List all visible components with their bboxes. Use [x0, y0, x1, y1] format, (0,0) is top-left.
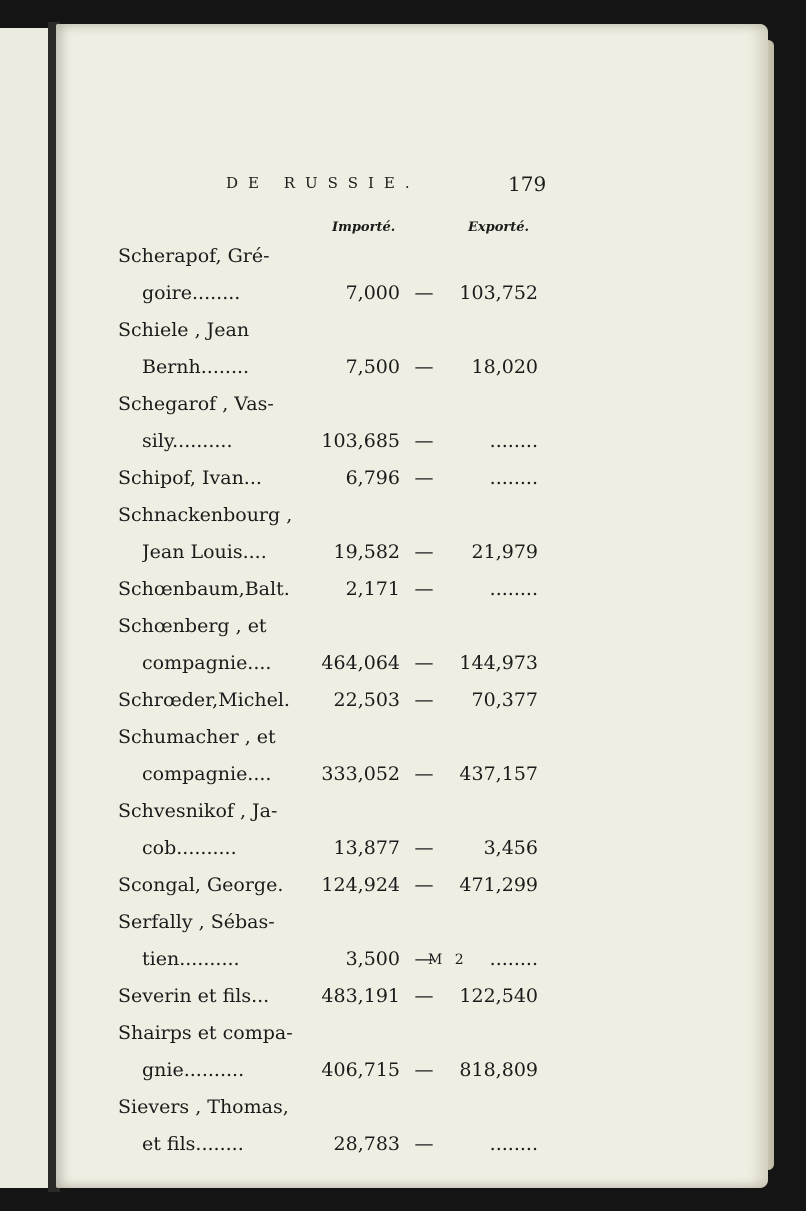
- exported-value: ........: [489, 467, 538, 489]
- separator-dash: —: [414, 282, 434, 304]
- separator-dash: —: [414, 689, 434, 711]
- separator-dash: —: [414, 763, 434, 785]
- separator-dash: —: [414, 948, 434, 970]
- exported-value: 818,809: [459, 1059, 538, 1081]
- table-row: [56, 460, 768, 497]
- imported-value: 3,500: [345, 948, 400, 970]
- table-row: [56, 312, 768, 386]
- table-row: [56, 1015, 768, 1089]
- imported-value: 464,064: [321, 652, 400, 674]
- table-row-line: [56, 682, 768, 719]
- exported-value: 70,377: [471, 689, 538, 711]
- table-row: [56, 793, 768, 867]
- separator-dash: —: [414, 541, 434, 563]
- exported-value: 437,157: [459, 763, 538, 785]
- exported-value: ........: [489, 578, 538, 600]
- exported-value: 144,973: [459, 652, 538, 674]
- imported-value: 7,500: [345, 356, 400, 378]
- separator-dash: —: [414, 1059, 434, 1081]
- imported-value: 103,685: [321, 430, 400, 452]
- merchant-name: Scongal, George.: [118, 874, 284, 896]
- merchant-name: Sievers , Thomas,: [118, 1096, 289, 1118]
- table-row: [56, 682, 768, 719]
- merchant-name: Schnackenbourg ,: [118, 504, 293, 526]
- table-row-line: [56, 978, 768, 1015]
- imported-value: 483,191: [321, 985, 400, 1007]
- table-row-line: [56, 534, 768, 571]
- merchant-name: Severin et fils...: [118, 985, 270, 1007]
- book-page: [56, 24, 768, 1188]
- running-head: DE RUSSIE.: [226, 174, 420, 192]
- imported-value: 22,503: [333, 689, 400, 711]
- page-number: 179: [508, 172, 547, 196]
- table-row-line: [56, 312, 768, 349]
- imported-value: 13,877: [333, 837, 400, 859]
- merchant-name: Serfally , Sébas-: [118, 911, 275, 933]
- table-row-line: [56, 423, 768, 460]
- exported-value: ........: [489, 948, 538, 970]
- imported-value: 124,924: [321, 874, 400, 896]
- merchant-name: et fils........: [142, 1133, 244, 1155]
- table-row: [56, 719, 768, 793]
- exported-value: 471,299: [459, 874, 538, 896]
- signature-mark: M 2: [428, 952, 468, 968]
- table-row-line: [56, 349, 768, 386]
- imported-value: 6,796: [345, 467, 400, 489]
- table-row-line: [56, 719, 768, 756]
- merchant-name: Scherapof, Gré-: [118, 245, 270, 267]
- table-row-line: [56, 1052, 768, 1089]
- table-row: [56, 386, 768, 460]
- exported-value: ........: [489, 430, 538, 452]
- table-row-line: [56, 238, 768, 275]
- merchant-name: Schœnbaum,Balt.: [118, 578, 290, 600]
- merchant-name: Bernh........: [142, 356, 250, 378]
- imported-value: 7,000: [345, 282, 400, 304]
- separator-dash: —: [414, 1133, 434, 1155]
- table-row: [56, 904, 768, 978]
- table-row-line: [56, 867, 768, 904]
- merchant-name: Jean Louis....: [142, 541, 267, 563]
- separator-dash: —: [414, 837, 434, 859]
- merchant-name: cob..........: [142, 837, 237, 859]
- merchant-name: Schiele , Jean: [118, 319, 250, 341]
- table-row: [56, 978, 768, 1015]
- merchant-name: Schegarof , Vas-: [118, 393, 274, 415]
- table-row-line: [56, 275, 768, 312]
- facing-page-edge: [0, 28, 50, 1188]
- merchant-name: sily..........: [142, 430, 233, 452]
- table-row: [56, 608, 768, 682]
- table-row: [56, 238, 768, 312]
- table-row-line: [56, 571, 768, 608]
- imported-value: 406,715: [321, 1059, 400, 1081]
- table-row: [56, 571, 768, 608]
- separator-dash: —: [414, 874, 434, 896]
- table-row-line: [56, 1015, 768, 1052]
- exported-value: 3,456: [483, 837, 538, 859]
- separator-dash: —: [414, 652, 434, 674]
- merchant-table: [56, 238, 768, 1163]
- exported-value: ........: [489, 1133, 538, 1155]
- merchant-name: Schumacher , et: [118, 726, 276, 748]
- merchant-name: goire........: [142, 282, 241, 304]
- table-row-line: [56, 793, 768, 830]
- table-row: [56, 497, 768, 571]
- exported-value: 103,752: [459, 282, 538, 304]
- page-header: [56, 172, 768, 235]
- exported-value: 122,540: [459, 985, 538, 1007]
- imported-value: 333,052: [321, 763, 400, 785]
- merchant-name: tien..........: [142, 948, 240, 970]
- merchant-name: compagnie....: [142, 763, 272, 785]
- table-row-line: [56, 830, 768, 867]
- imported-value: 2,171: [345, 578, 400, 600]
- table-row-line: [56, 497, 768, 534]
- separator-dash: —: [414, 985, 434, 1007]
- column-header-exported: Exporté.: [468, 220, 530, 235]
- table-row-line: [56, 756, 768, 793]
- table-row-line: [56, 1126, 768, 1163]
- separator-dash: —: [414, 578, 434, 600]
- exported-value: 21,979: [471, 541, 538, 563]
- merchant-name: Schrœder,Michel.: [118, 689, 290, 711]
- exported-value: 18,020: [471, 356, 538, 378]
- table-row-line: [56, 645, 768, 682]
- table-row: [56, 867, 768, 904]
- table-row-line: [56, 460, 768, 497]
- separator-dash: —: [414, 430, 434, 452]
- table-row-line: [56, 386, 768, 423]
- separator-dash: —: [414, 356, 434, 378]
- imported-value: 19,582: [333, 541, 400, 563]
- merchant-name: gnie..........: [142, 1059, 245, 1081]
- table-row: [56, 1089, 768, 1163]
- table-row-line: [56, 608, 768, 645]
- merchant-name: Schipof, Ivan...: [118, 467, 262, 489]
- merchant-name: Shairps et compa-: [118, 1022, 293, 1044]
- merchant-name: compagnie....: [142, 652, 272, 674]
- merchant-name: Schvesnikof , Ja-: [118, 800, 278, 822]
- separator-dash: —: [414, 467, 434, 489]
- table-row-line: [56, 904, 768, 941]
- imported-value: 28,783: [333, 1133, 400, 1155]
- column-header-imported: Importé.: [332, 220, 396, 235]
- table-row-line: [56, 941, 768, 978]
- merchant-name: Schœnberg , et: [118, 615, 267, 637]
- table-row-line: [56, 1089, 768, 1126]
